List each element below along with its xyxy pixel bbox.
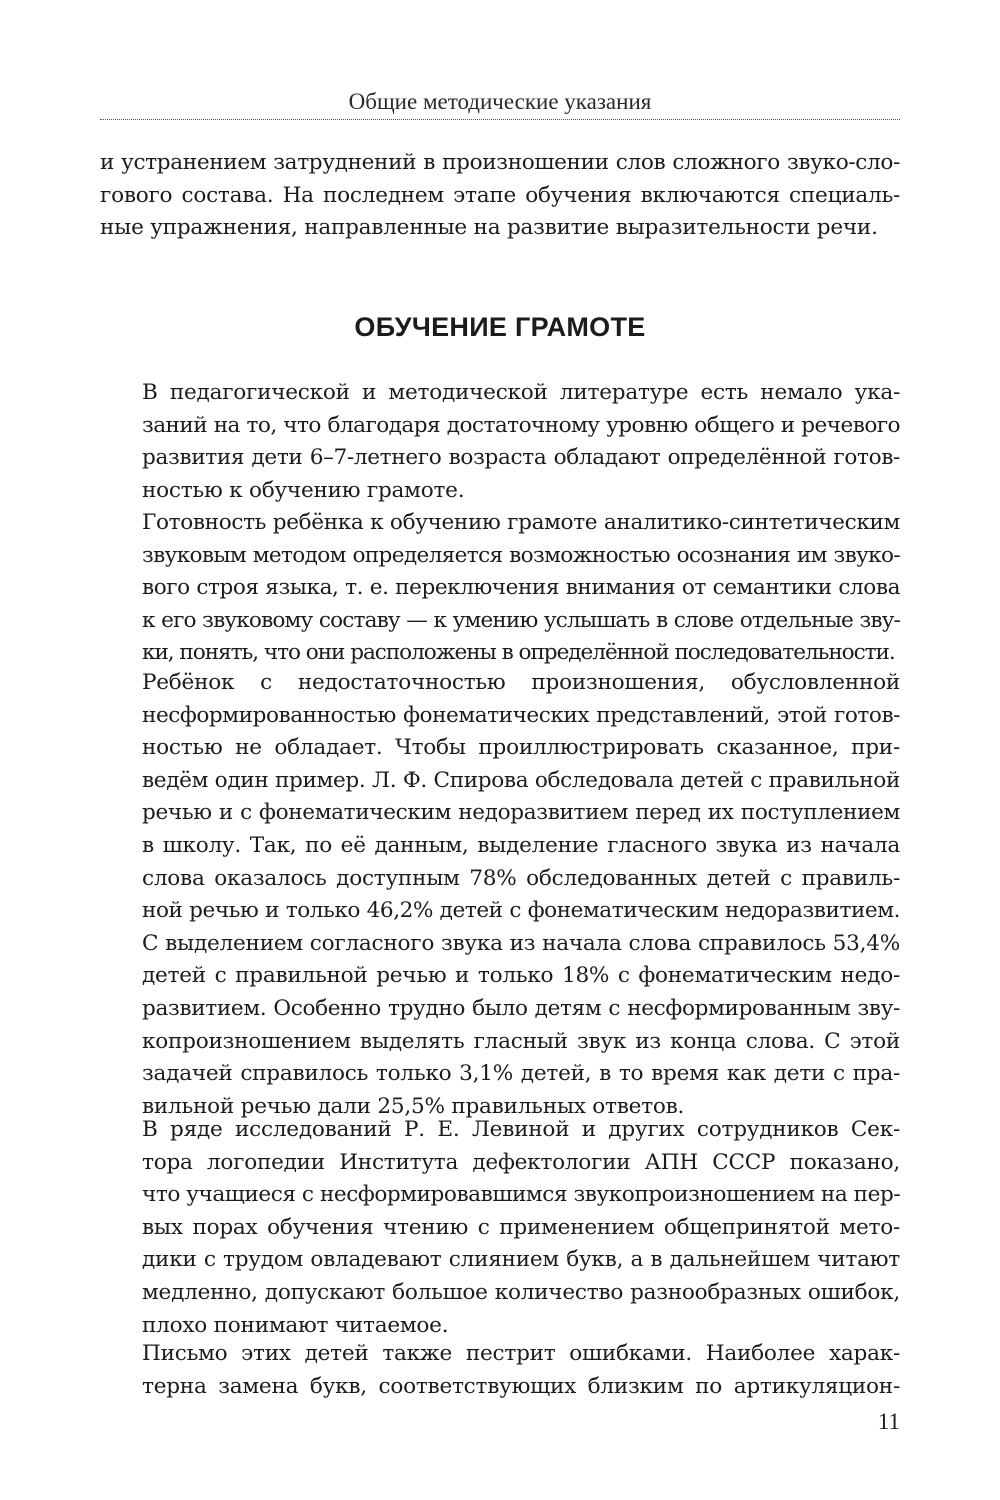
continuation-paragraph — [100, 147, 900, 245]
text-line: плохо понимают читаемое. — [142, 1312, 449, 1338]
text-line: ностью к обучению грамоте. — [142, 477, 465, 503]
running-head: Общие методические указания — [348, 89, 652, 114]
text-line: детей с правильной речью и только 18% с фонематическим недо- — [142, 963, 900, 989]
text-line: в школу. Так, по её данным, выделение гласного звука из начала — [142, 832, 900, 858]
paragraph-1 — [100, 377, 900, 507]
text-line: терна замена букв, соответствующих близким по артикуляцион- — [142, 1373, 900, 1399]
text-line: вого строя языка, т. е. переключения внимания от семантики слова — [142, 575, 900, 601]
text-line: Ребёнок с недостаточностью произношения, обусловленной — [142, 670, 900, 695]
paragraph-4 — [100, 1114, 900, 1342]
text-line: В ряде исследований Р. Е. Левиной и других сотрудников Сек- — [142, 1117, 900, 1142]
section-heading: ОБУЧЕНИЕ ГРАМОТЕ — [354, 312, 646, 342]
text-line: заний на то, что благодаря достаточному уровню общего и речевого — [142, 412, 900, 438]
text-line: ностью не обладает. Чтобы проиллюстрировать сказанное, при- — [142, 735, 900, 761]
text-line: развитием. Особенно трудно было детям с несформированным зву- — [142, 995, 900, 1021]
text-line: звуковым методом определяется возможностью осознания им звуко- — [142, 542, 900, 568]
text-line: копроизношением выделять гласный звук из конца слова. С этой — [142, 1028, 900, 1054]
text-line: дики с трудом овладевают слиянием букв, а в дальнейшем читают — [142, 1247, 900, 1273]
text-line: тора логопедии Института дефектологии АПН СССР показано, — [142, 1149, 900, 1175]
page-number: 11 — [877, 1409, 900, 1434]
text-line: ной речью и только 46,2% детей с фонематическим недоразвитием. — [142, 898, 900, 924]
text-line: Письмо этих детей также пестрит ошибками. Наиболее харак- — [142, 1341, 900, 1366]
text-line: развития дети 6–7-летнего возраста обладают определённой готов- — [142, 445, 900, 471]
paragraph-2 — [100, 507, 900, 670]
text-line: В педагогической и методической литературе есть немало ука- — [142, 380, 900, 405]
text-line: несформированностью фонематических представлений, этой готов- — [142, 702, 900, 728]
text-line: С выделением согласного звука из начала слова справилось 53,4% — [142, 930, 900, 956]
text-line: медленно, допускают большое количество разнообразных ошибок, — [142, 1279, 900, 1305]
text-line: ные упражнения, направленные на развитие выразительности речи. — [100, 215, 878, 241]
text-line: гового состава. На последнем этапе обучения включаются специаль- — [100, 182, 900, 208]
text-line: вильной речью дали 25,5% правильных ответов. — [142, 1093, 685, 1119]
text-line: ведём один пример. Л. Ф. Спирова обследовала детей с правильной — [142, 767, 900, 793]
text-line: вых порах обучения чтению с применением общепринятой мето- — [142, 1214, 900, 1240]
text-line: задачей справилось только 3,1% детей, в то время как дети с пра- — [142, 1061, 900, 1087]
text-line: слова оказалось доступным 78% обследованных детей с правиль- — [142, 865, 900, 891]
text-line: к его звуковому составу — к умению услышать в слове отдельные зву- — [142, 607, 900, 633]
text-line: речью и с фонематическим недоразвитием перед их поступлением — [142, 800, 900, 826]
text-line: что учащиеся с несформировавшимся звукопроизношением на пер- — [142, 1182, 901, 1208]
text-line: и устранением затруднений в произношении слов сложного звуко-сло- — [100, 150, 900, 175]
text-line: Готовность ребёнка к обучению грамоте аналитико-синтетическим — [142, 510, 900, 535]
text-line: ки, понять, что они расположены в определённой последовательности. — [142, 640, 895, 666]
header-dotted-rule — [100, 119, 900, 120]
paragraph-5 — [100, 1338, 900, 1403]
paragraph-3 — [100, 667, 900, 1123]
